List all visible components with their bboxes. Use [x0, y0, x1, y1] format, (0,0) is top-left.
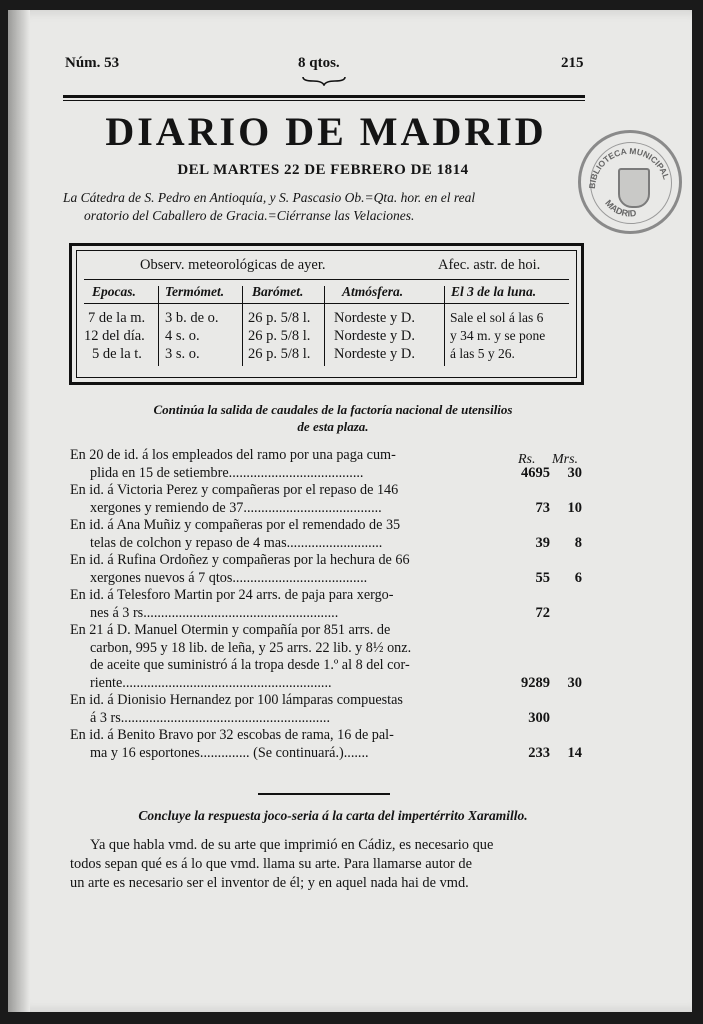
entry-line: riente...........................................................: [90, 674, 332, 691]
saints-line-2: oratorio del Caballero de Gracia.=Ciérranse las Velaciones.: [84, 208, 415, 223]
row-epoca: 7 de la m.: [88, 310, 146, 326]
row-barometro: 26 p. 5/8 l.: [248, 328, 311, 344]
entry-line: En id. á Rufina Ordoñez y compañeras por la hechura de 66: [70, 552, 410, 568]
amount-rs: 9289: [521, 675, 550, 691]
col-header-epocas: Epocas.: [92, 284, 136, 299]
amount-rs: 55: [535, 570, 550, 586]
row-barometro: 26 p. 5/8 l.: [248, 346, 311, 362]
amount-mrs: 14: [567, 745, 582, 761]
col-divider: [444, 286, 445, 366]
paragraph-line: todos sepan qué es á lo que vmd. llama su arte. Para llamarse autor de: [70, 856, 473, 872]
entry-line: telas de colchon y repaso de 4 mas...........................: [90, 534, 383, 551]
amount-mrs: 30: [567, 675, 582, 691]
ledger-entry: [70, 622, 510, 692]
ledger-entry: [70, 692, 510, 727]
row-termometro: 3 s. o.: [165, 346, 200, 362]
row-termometro: 4 s. o.: [165, 328, 200, 344]
svg-text:BIBLIOTECA MUNICIPAL: [587, 146, 672, 189]
entry-line: á 3 rs...........................................................: [90, 709, 330, 726]
entry-line: nes á 3 rs.......................................................: [90, 604, 339, 621]
moon-line: á las 5 y 26.: [450, 346, 515, 361]
svg-text:MADRID: [603, 198, 637, 219]
ledger-entry: [70, 482, 510, 517]
entry-line: ma y 16 esportones.............. (Se continuará.).......: [90, 744, 369, 761]
conclusion-heading: Concluye la respuesta joco-seria á la carta del impertérrito Xaramillo.: [138, 808, 528, 823]
issue-number: Núm. 53: [65, 55, 120, 71]
header-rule-bottom: [84, 303, 569, 304]
amount-mrs: 10: [567, 500, 582, 516]
col-divider: [158, 286, 159, 366]
amount-rs: 73: [535, 500, 550, 516]
entry-line: de aceite que suministró á la tropa desde 1.º al 8 del cor-: [90, 657, 410, 673]
col-header-luna: El 3 de la luna.: [451, 284, 537, 299]
moon-line: Sale el sol á las 6: [450, 310, 544, 325]
row-atmosfera: Nordeste y D.: [334, 346, 415, 362]
entry-line: En id. á Telesforo Martin por 24 arrs. de paja para xergo-: [70, 587, 394, 603]
col-divider: [242, 286, 243, 366]
conclusion-paragraph: [70, 836, 590, 893]
issue-price: 8 qtos.: [298, 55, 340, 71]
entry-line: carbon, 995 y 18 lib. de leña, y 25 arrs. 22 lib. y 8½ onz.: [90, 639, 412, 656]
astro-title: Afec. astr. de hoi.: [438, 257, 541, 273]
amount-mrs: 8: [574, 535, 582, 551]
amount-rs: 72: [535, 605, 550, 621]
entry-line: En 20 de id. á los empleados del ramo por una paga cum-: [70, 447, 396, 463]
entry-line: xergones nuevos á 7 qtos......................................: [90, 569, 368, 586]
book-spine: [8, 10, 30, 1012]
amount-rs: 233: [528, 745, 550, 761]
section-heading-2: de esta plaza.: [297, 419, 369, 434]
entry-line: xergones y remiendo de 37.......................................: [90, 499, 382, 516]
ledger-entry: [70, 587, 510, 622]
saints-line-1: La Cátedra de S. Pedro en Antioquía, y S. Pascasio Ob.=Qta. hor. en el real: [63, 190, 476, 205]
col-header-atmosfera: Atmósfera.: [342, 284, 404, 299]
brace-ornament: [302, 76, 346, 86]
stamp-lettering: [581, 133, 679, 231]
page-number: 215: [561, 55, 584, 71]
entry-line: plida en 15 de setiembre......................................: [90, 464, 364, 481]
row-barometro: 26 p. 5/8 l.: [248, 310, 311, 326]
amount-rs: 39: [535, 535, 550, 551]
row-termometro: 3 b. de o.: [165, 310, 219, 326]
amount-rs: 300: [528, 710, 550, 726]
paragraph-line: Ya que habla vmd. de su arte que imprimió en Cádiz, es necesario que: [90, 837, 494, 853]
stamp-top-text: BIBLIOTECA MUNICIPAL: [586, 145, 672, 190]
stamp-bottom-text: MADRID: [603, 197, 637, 219]
section-heading-1: Continúa la salida de caudales de la factoría nacional de utensilios: [153, 402, 513, 417]
ledger-entry: [70, 552, 510, 587]
entry-line: En id. á Benito Bravo por 32 escobas de rama, 16 de pal-: [70, 727, 394, 743]
row-atmosfera: Nordeste y D.: [334, 310, 415, 326]
weather-table: [69, 243, 584, 385]
ledger-entry: [70, 517, 510, 552]
col-divider: [324, 286, 325, 366]
library-stamp: [578, 130, 682, 234]
newspaper-page: [8, 10, 692, 1012]
header-rule-top: [84, 279, 569, 280]
col-header-termometro: Termómet.: [165, 284, 225, 299]
weather-title: Observ. meteorológicas de ayer.: [140, 257, 326, 273]
amount-rs: 4695: [521, 465, 550, 481]
masthead-rule-thin: [63, 100, 585, 101]
amount-mrs: 6: [574, 570, 582, 586]
row-atmosfera: Nordeste y D.: [334, 328, 415, 344]
moon-line: y 34 m. y se pone: [450, 328, 546, 343]
paragraph-line: un arte es necesario ser el inventor de él; y en aquel nada hai de vmd.: [70, 875, 469, 891]
entry-line: En id. á Dionisio Hernandez por 100 lámparas compuestas: [70, 692, 403, 708]
entry-line: En id. á Ana Muñiz y compañeras por el remendado de 35: [70, 517, 401, 533]
col-label-mrs: Mrs.: [552, 452, 579, 467]
issue-date: DEL MARTES 22 DE FEBRERO DE 1814: [177, 162, 469, 178]
ledger-entry: [70, 727, 510, 762]
amount-mrs: 30: [567, 465, 582, 481]
masthead-title: DIARIO DE MADRID: [105, 109, 547, 154]
col-header-barometro: Barómet.: [252, 284, 304, 299]
ledger-entry: [70, 447, 510, 482]
row-epoca: 12 del día.: [84, 328, 145, 344]
entry-line: En 21 á D. Manuel Otermin y compañía por 851 arrs. de: [70, 622, 391, 638]
col-label-rs: Rs.: [518, 452, 536, 467]
entry-line: En id. á Victoria Perez y compañeras por el repaso de 146: [70, 482, 399, 498]
row-epoca: 5 de la t.: [92, 346, 142, 362]
masthead-rule-thick: [63, 95, 585, 98]
section-divider: [258, 793, 390, 795]
